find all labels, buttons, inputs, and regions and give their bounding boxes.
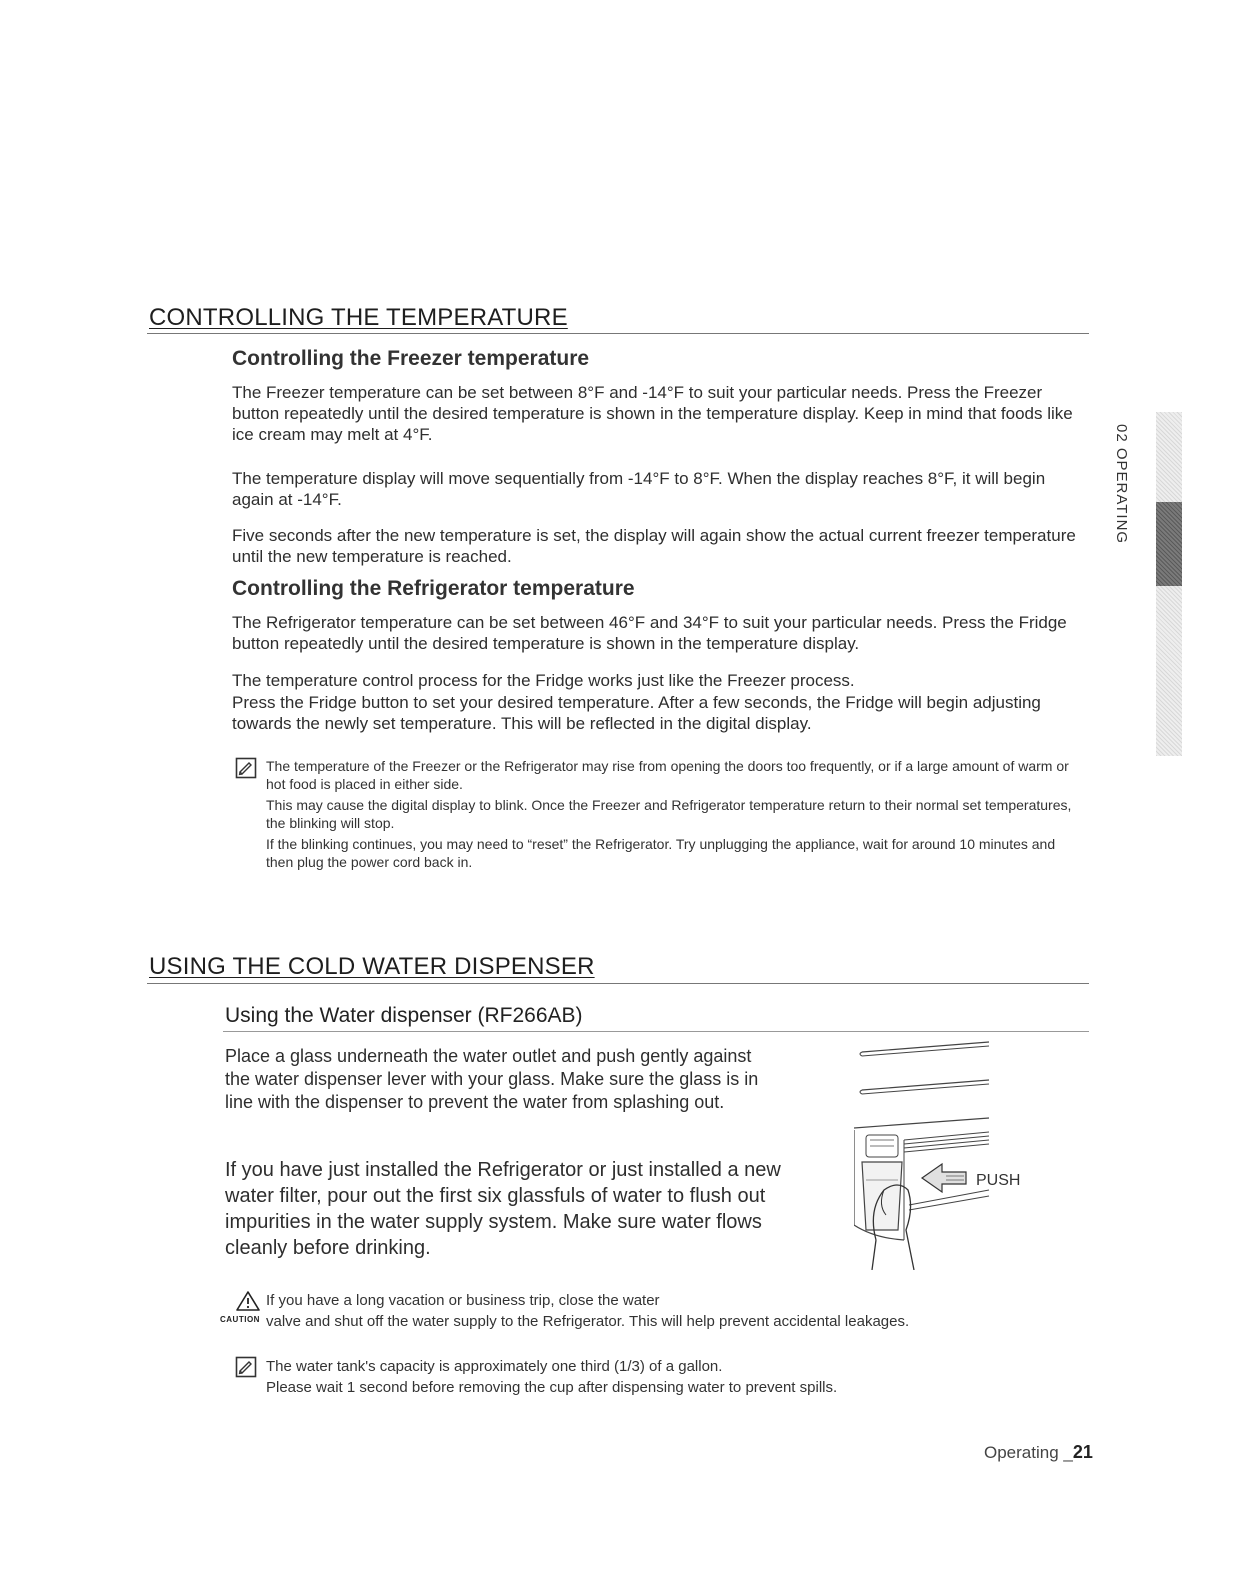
- page-number: 21: [1072, 1442, 1093, 1462]
- fridge-paragraph-1: The Refrigerator temperature can be set between 46°F and 34°F to suit your particular needs. Press the Fridge button repeatedly until the desired temperature is shown in the temperature display.: [232, 613, 1067, 653]
- dispenser-paragraph-1: Place a glass underneath the water outlet and push gently against the water dispenser lever with your glass. Make sure the glass is in line with the dispenser to prevent the water from splashing out.: [225, 1046, 759, 1112]
- caution-line-2: valve and shut off the water supply to the Refrigerator. This will help prevent accidental leakages.: [266, 1313, 910, 1330]
- freezer-heading: Controlling the Freezer temperature: [232, 347, 590, 370]
- subsection-divider: [223, 1031, 1089, 1032]
- note-icon: [235, 757, 257, 779]
- footer-section-name: Operating _: [984, 1443, 1073, 1462]
- note-line: This may cause the digital display to blink. Once the Freezer and Refrigerator temperature return to their normal set temperatures, the blinking will stop.: [266, 797, 1072, 831]
- section-divider: [147, 983, 1089, 984]
- caution-label: CAUTION: [220, 1315, 260, 1324]
- side-tab-active: [1156, 502, 1182, 586]
- section-heading-temperature: CONTROLLING THE TEMPERATURE: [149, 304, 568, 331]
- push-label: PUSH: [976, 1172, 1021, 1189]
- chapter-label: 02 OPERATING: [1113, 424, 1130, 545]
- section-heading-dispenser: USING THE COLD WATER DISPENSER: [149, 953, 595, 980]
- dispenser-illustration: [854, 1040, 1039, 1270]
- note-line: Please wait 1 second before removing the cup after dispensing water to prevent spills.: [266, 1379, 838, 1396]
- fridge-paragraph-2b: Press the Fridge button to set your desired temperature. After a few seconds, the Fridge will begin adjusting towards the newly set temperature. This will be reflected in the digital display.: [232, 693, 1041, 733]
- note-line: The water tank's capacity is approximately one third (1/3) of a gallon.: [266, 1358, 723, 1375]
- freezer-paragraph-2: The temperature display will move sequentially from -14°F to 8°F. When the display reaches 8°F, it will begin again at -14°F.: [232, 469, 1046, 509]
- dispenser-subheading: Using the Water dispenser (RF266AB): [225, 1004, 583, 1027]
- page-footer: [984, 1442, 1093, 1463]
- caution-icon: [235, 1290, 261, 1312]
- side-tab-upper: [1156, 412, 1182, 502]
- note-water-tank: [266, 1358, 1076, 1397]
- note-line: The temperature of the Freezer or the Refrigerator may rise from opening the doors too frequently, or if a large amount of warm or hot food is placed in either side.: [266, 758, 1069, 792]
- note-icon: [235, 1356, 257, 1378]
- freezer-paragraph-3: Five seconds after the new temperature is set, the display will again show the actual current freezer temperature until the new temperature is reached.: [232, 526, 1076, 566]
- note-temperature: [266, 757, 1076, 871]
- caution-line-1: If you have a long vacation or business trip, close the water: [266, 1292, 660, 1309]
- fridge-heading: Controlling the Refrigerator temperature: [232, 577, 635, 600]
- section-divider: [147, 333, 1089, 334]
- fridge-paragraph-2a: The temperature control process for the Fridge works just like the Freezer process.: [232, 671, 855, 690]
- note-line: If the blinking continues, you may need to “reset” the Refrigerator. Try unplugging the appliance, wait for around 10 minutes and then plug the power cord back in.: [266, 836, 1056, 870]
- freezer-paragraph-1: The Freezer temperature can be set between 8°F and -14°F to suit your particular needs. Press the Freezer button repeatedly until the desired temperature is shown in the temperature display. Keep in mind that foods like ice cream may melt at 4°F.: [232, 383, 1073, 444]
- side-tab-lower: [1156, 586, 1182, 756]
- dispenser-paragraph-2: If you have just installed the Refrigerator or just installed a new water filter, pour out the first six glassfuls of water to flush out impurities in the water supply system. Make sure water flows cleanly before drinking.: [225, 1159, 781, 1259]
